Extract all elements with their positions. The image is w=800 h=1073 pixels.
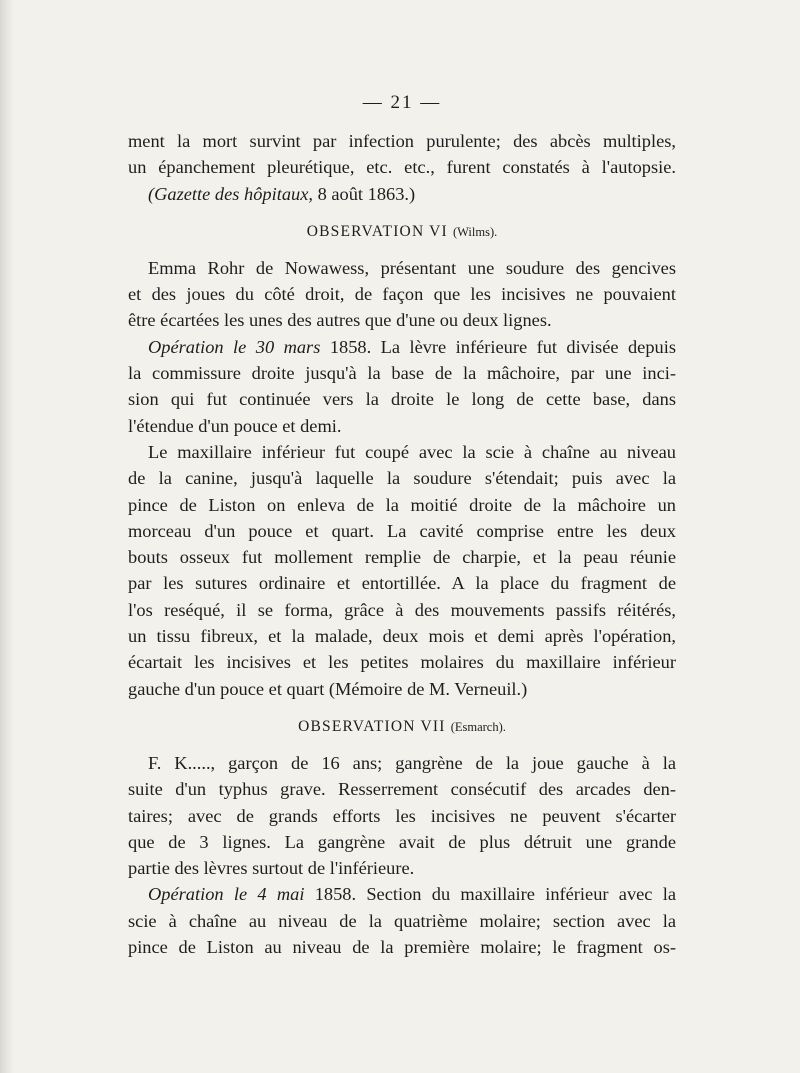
citation-date: 8 août 1863.) (312, 183, 416, 204)
text-line: être écartées les unes des autres que d'une ou deux lignes. (128, 310, 552, 331)
observation-7-author: (Esmarch). (450, 719, 506, 734)
text-line: Le maxillaire inférieur fut coupé avec la scie à chaîne au niveau (148, 441, 676, 462)
text-line: suite d'un typhus grave. Resserrement consécutif des arcades den- (128, 779, 676, 800)
text-line: scie à chaîne au niveau de la quatrième molaire; section avec la (128, 910, 676, 931)
observation-7-heading (128, 714, 676, 740)
text-line: par les sutures ordinaire et entortillée. A la place du fragment de (128, 573, 676, 594)
observation-7-paragraph-1 (128, 750, 676, 881)
observation-6-author: (Wilms). (452, 224, 498, 239)
text-line: pince de Liston au niveau de la première molaire; le fragment os- (128, 937, 676, 958)
text-line: un épanchement pleurétique, etc. etc., furent constatés à l'autopsie. (128, 157, 676, 178)
operation-date: Opération le 30 mars (148, 336, 321, 357)
observation-6-paragraph-1 (128, 255, 676, 334)
citation-source: (Gazette des hôpitaux, (148, 183, 313, 204)
text-line: l'os reséqué, il se forma, grâce à des mouvements passifs réitérés, (128, 599, 676, 620)
page-number: — 21 — (362, 92, 442, 113)
text-line: de la canine, jusqu'à laquelle la soudure s'étendait; puis avec la (128, 468, 676, 489)
text-line: Opération le 4 mai 1858. Section du maxillaire inférieur avec la (148, 884, 676, 905)
observation-6-heading (128, 219, 676, 245)
text-line: écartait les incisives et les petites molaires du maxillaire inférieur (128, 652, 676, 673)
text-line: et des joues du côté droit, de façon que les incisives ne pouvaient (128, 284, 676, 305)
text-line: morceau d'un pouce et quart. La cavité comprise entre les deux (128, 520, 676, 541)
text-line: bouts osseux fut mollement remplie de charpie, et la peau réunie (128, 547, 676, 568)
observation-6-title: OBSERVATION VI (306, 222, 448, 240)
text-line: que de 3 lignes. La gangrène avait de plus détruit une grande (128, 831, 676, 852)
text-line: la commissure droite jusqu'à la base de la mâchoire, par une inci- (128, 363, 676, 384)
text-line: un tissu fibreux, et la malade, deux mois et demi après l'opération, (128, 626, 676, 647)
citation-line (128, 181, 676, 207)
text-line: F. K....., garçon de 16 ans; gangrène de la joue gauche à la (148, 752, 676, 773)
text-line: l'étendue d'un pouce et demi. (128, 415, 342, 436)
book-page (128, 92, 676, 960)
observation-6-paragraph-3 (128, 439, 676, 702)
observation-7-title: OBSERVATION VII (298, 717, 446, 735)
text-line: Emma Rohr de Nowawess, présentant une soudure des gencives (148, 257, 676, 278)
operation-date: Opération le 4 mai (148, 884, 305, 905)
text-line: partie des lèvres surtout de l'inférieure. (128, 858, 415, 879)
text-line: taires; avec de grands efforts les incisives ne peuvent s'écarter (128, 805, 676, 826)
observation-6-paragraph-2 (128, 334, 676, 439)
intro-paragraph (128, 128, 676, 207)
text-line: sion qui fut continuée vers la droite le long de cette base, dans (128, 389, 676, 410)
text-line: gauche d'un pouce et quart (Mémoire de M. Verneuil.) (128, 678, 528, 699)
observation-7-paragraph-2 (128, 881, 676, 960)
text-line: ment la mort survint par infection purulente; des abcès multiples, (128, 131, 676, 151)
text-line: pince de Liston on enleva de la moitié droite de la mâchoire un (128, 494, 676, 515)
text-line: Opération le 30 mars 1858. La lèvre inférieure fut divisée depuis (148, 336, 676, 357)
page-gutter-shadow (0, 0, 14, 1073)
